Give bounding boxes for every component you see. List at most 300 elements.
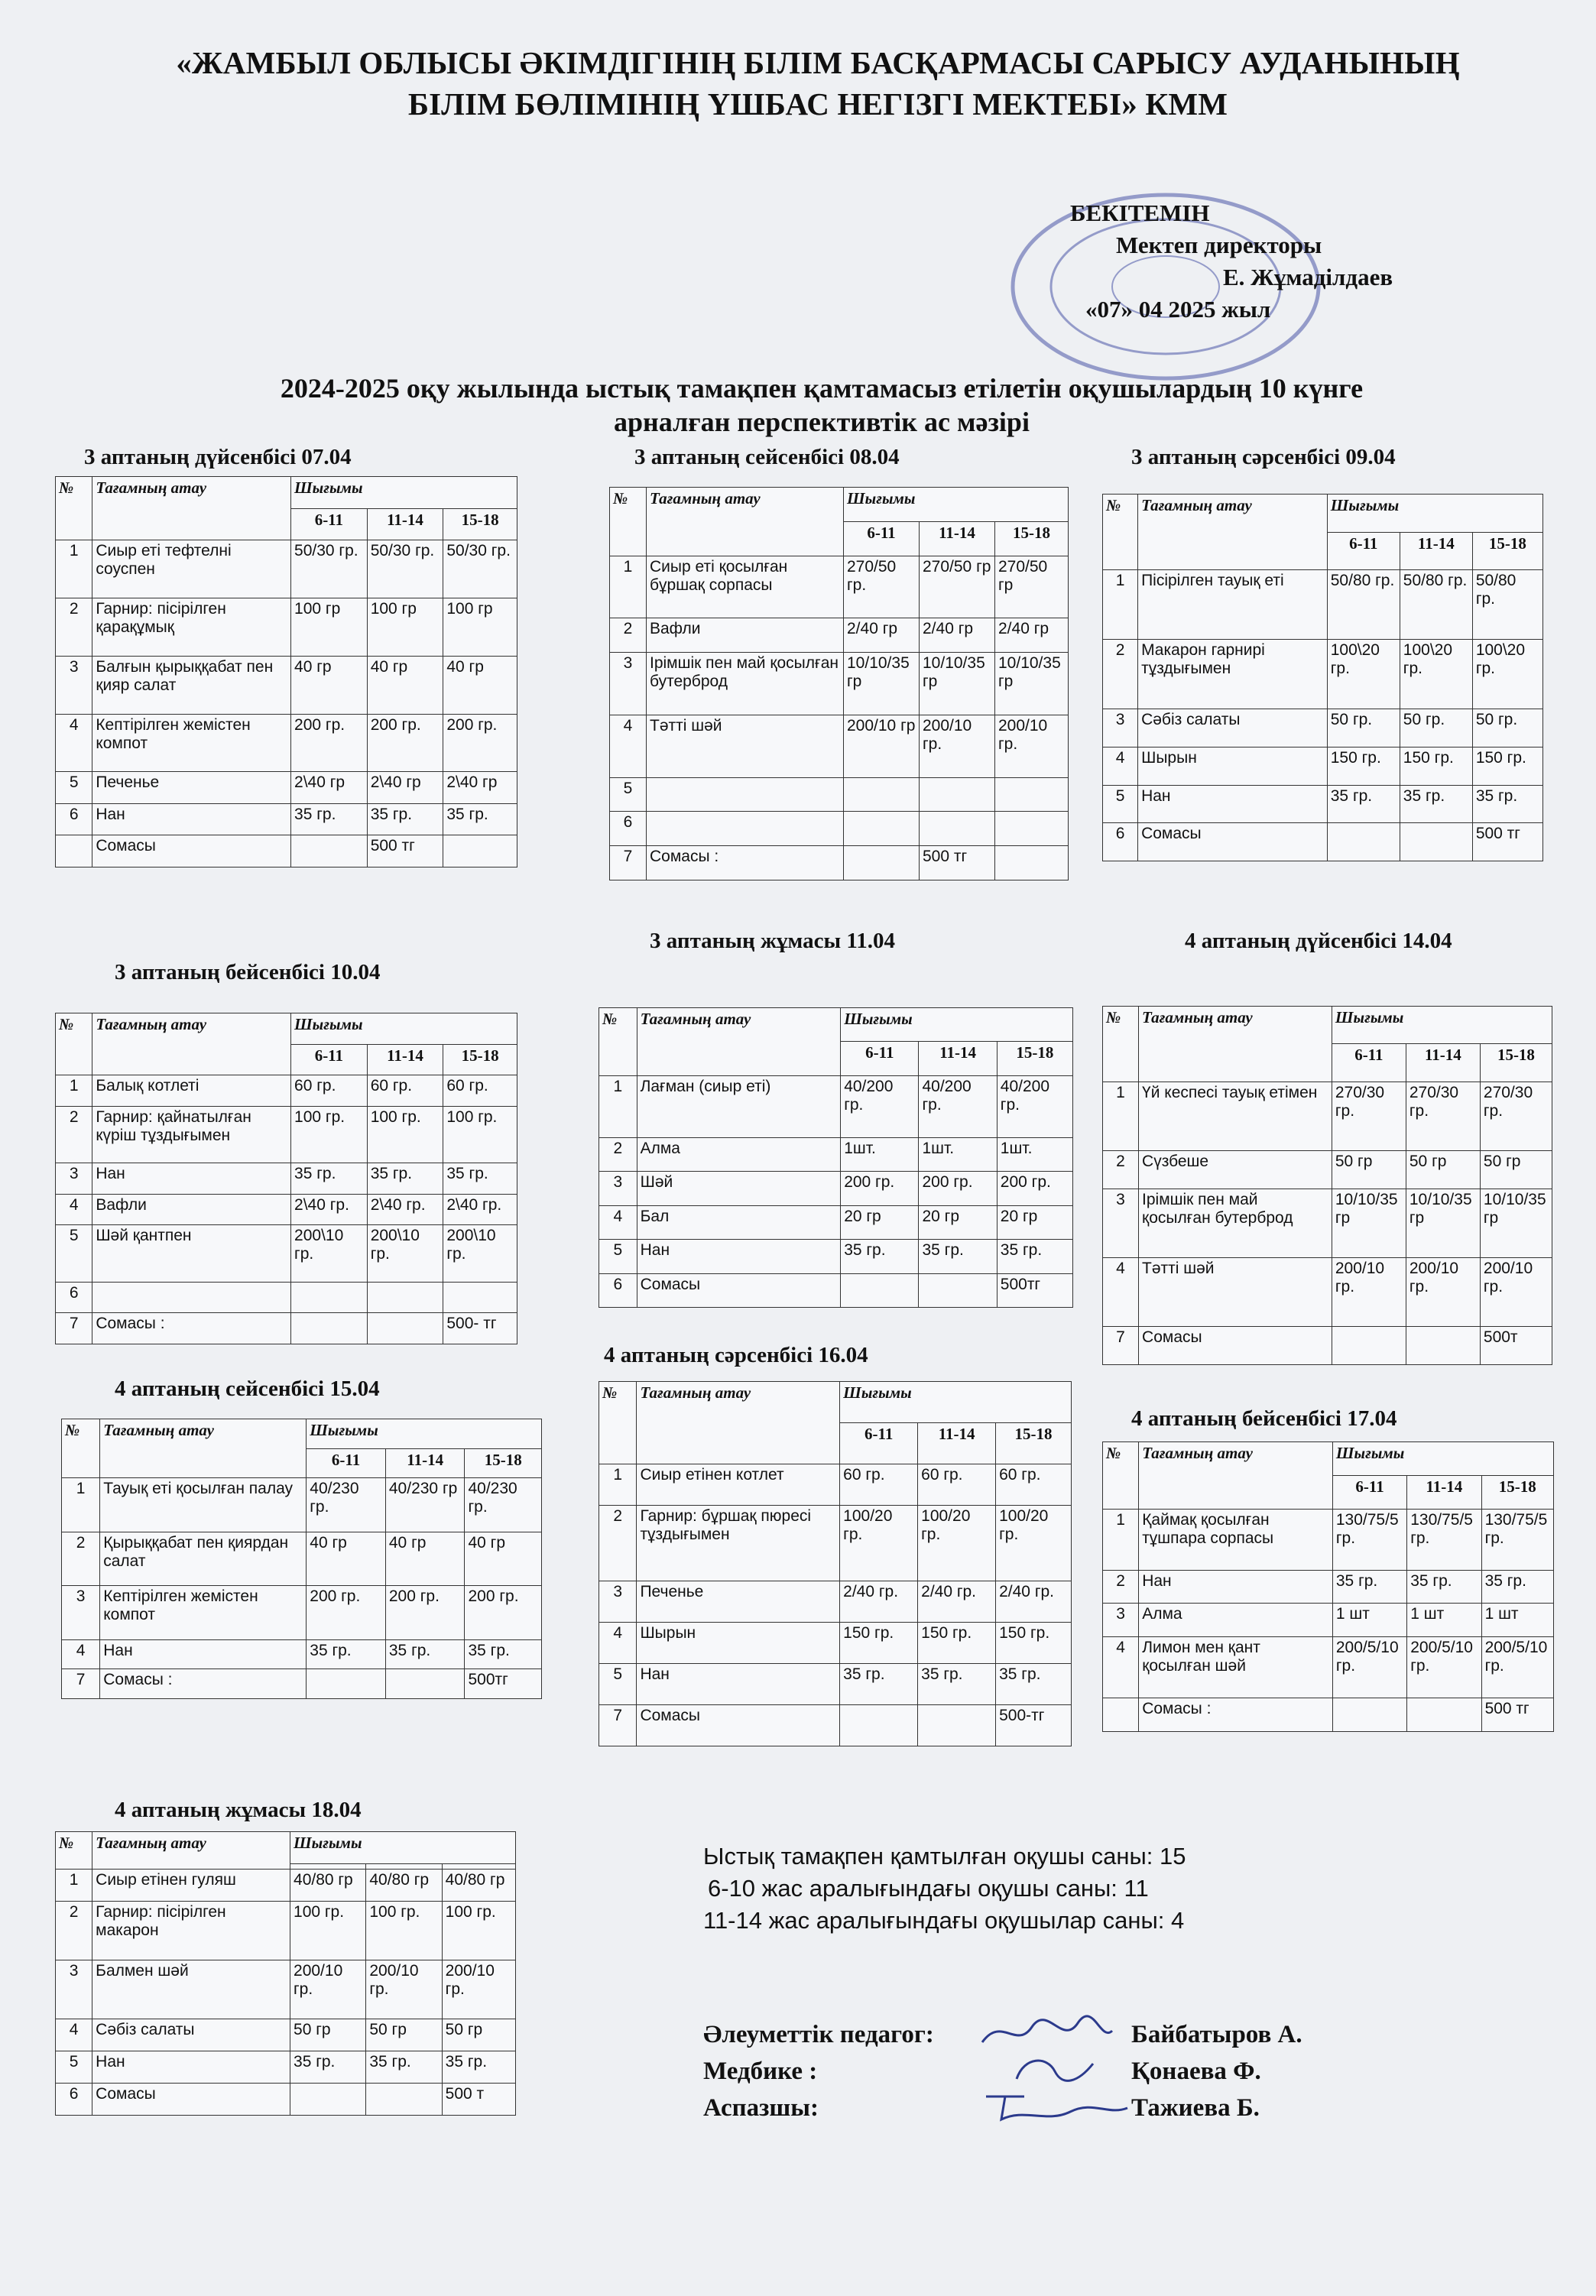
age-group-cell: 15-18 [995, 521, 1069, 556]
table-row [599, 1240, 1073, 1273]
table-cell: 35 гр. [918, 1663, 996, 1704]
table-cell: Сүзбеше [1139, 1151, 1332, 1189]
table-cell: 2\40 гр [291, 772, 368, 804]
menu-table [598, 1007, 1073, 1308]
header-row [56, 1832, 516, 1864]
table-row [56, 1075, 517, 1107]
table-cell: Сиыр еті қосылған бұршақ сорпасы [647, 556, 844, 618]
approval-block [1070, 197, 1559, 326]
table-cell: Гарнир: пісірілген қарақұмық [92, 598, 291, 656]
table-row [56, 1225, 517, 1282]
table-cell: 150 гр. [1472, 747, 1542, 785]
header-row [1103, 1442, 1554, 1476]
col-num-header: № [1103, 1442, 1139, 1510]
menu-title-line-2: арналған перспективтік ас мәзірі [614, 407, 1030, 437]
table-cell: 500т [1480, 1327, 1552, 1365]
table-cell: 1 шт [1332, 1604, 1406, 1637]
table-cell [291, 1313, 368, 1344]
table-row [1103, 1189, 1552, 1257]
table-cell: 100 гр [291, 598, 368, 656]
table-cell: 200 гр. [919, 1172, 997, 1205]
table-cell: 7 [62, 1669, 100, 1699]
age-group-cell: 6-11 [1332, 1044, 1406, 1082]
table-cell: 1 [610, 556, 647, 618]
table-cell: 40 гр [367, 656, 443, 714]
table-row [1103, 747, 1543, 785]
handwritten-signature [978, 2085, 1131, 2128]
age-group-cell: 15-18 [1481, 1475, 1553, 1509]
table-cell: 2/40 гр. [840, 1581, 918, 1622]
table-cell: 4 [56, 714, 92, 772]
table-cell [844, 812, 920, 846]
table-cell: 5 [610, 777, 647, 812]
students-age-6-10: 6-10 жас аралығындағы оқушы саны: 11 [708, 1875, 1149, 1902]
col-yield-header: Шығымы [291, 477, 517, 509]
table-cell: 200/5/10 гр. [1332, 1637, 1406, 1698]
table-cell: 2 [62, 1532, 100, 1586]
header-line-1: «ЖАМБЫЛ ОБЛЫСЫ ӘКІМДІГІНІҢ БІЛІМ БАСҚАРМАСЫ САРЫСУ АУДАНЫНЫҢ [176, 45, 1460, 80]
table-cell: 7 [610, 846, 647, 880]
students-age-11-14: 11-14 жас аралығындағы оқушылар саны: 4 [703, 1907, 1185, 1934]
menu-title-line-1: 2024-2025 оқу жылында ыстық тамақпен қамтамасыз етілетін оқушылардың 10 күнге [280, 373, 1364, 404]
day-title: 3 аптаның сәрсенбісі 09.04 [1131, 445, 1396, 469]
table-cell: Вафли [647, 618, 844, 653]
table-cell: 500 тг [1472, 823, 1542, 861]
table-row [56, 1960, 516, 2019]
table-cell: 270/30 гр. [1480, 1082, 1552, 1150]
table-cell: 35 гр. [366, 2051, 442, 2083]
header-row [1103, 495, 1543, 533]
col-num-header: № [56, 1832, 92, 1870]
table-cell: 200/5/10 гр. [1407, 1637, 1481, 1698]
table-cell: 20 гр [919, 1205, 997, 1239]
table-cell [1332, 1327, 1406, 1365]
table-cell: 130/75/5 гр. [1332, 1509, 1406, 1570]
age-group-cell [442, 1864, 515, 1870]
table-cell: 10/10/35 гр [995, 653, 1069, 715]
table-row [610, 653, 1069, 715]
col-name-header: Тағамның атау [647, 488, 844, 556]
col-yield-header: Шығымы [1332, 1007, 1552, 1044]
col-num-header: № [56, 477, 92, 540]
table-cell: 40/200 гр. [841, 1075, 919, 1137]
menu-table [1102, 1006, 1552, 1365]
table-cell: 200/5/10 гр. [1481, 1637, 1553, 1698]
table-cell: 200\10 гр. [291, 1225, 368, 1282]
age-group-cell: 15-18 [465, 1448, 541, 1478]
table-cell: 50 гр [1406, 1151, 1480, 1189]
table-cell: 35 гр. [1407, 1570, 1481, 1604]
table-cell: 35 гр. [465, 1639, 541, 1669]
day-title: 4 аптаның жұмасы 18.04 [115, 1798, 362, 1822]
table-cell: 4 [56, 2019, 92, 2051]
table-cell [366, 2083, 442, 2115]
table-cell: 200 гр. [385, 1586, 465, 1640]
table-cell: 100 гр. [367, 1106, 443, 1163]
age-group-cell: 6-11 [291, 1044, 368, 1075]
table-cell: 40/80 гр [366, 1870, 442, 1902]
table-cell: 4 [599, 1205, 637, 1239]
table-cell: 150 гр. [1327, 747, 1400, 785]
table-cell: Алма [1139, 1604, 1333, 1637]
col-name-header: Тағамның атау [100, 1419, 307, 1478]
table-cell: 270/30 гр. [1332, 1082, 1406, 1150]
table-cell: Тәтті шәй [1139, 1258, 1332, 1327]
table-cell: 2 [56, 1106, 92, 1163]
table-cell: Сиыр етінен котлет [637, 1464, 840, 1506]
menu-table [61, 1419, 542, 1699]
table-cell [918, 1704, 996, 1746]
table-cell: 2 [599, 1137, 637, 1171]
table-cell: 1шт. [841, 1137, 919, 1171]
table-row [56, 1870, 516, 1902]
table-cell: Сомасы : [92, 1313, 291, 1344]
table-row [610, 812, 1069, 846]
student-counts [703, 1840, 1186, 1937]
table-cell: 4 [56, 1194, 92, 1225]
table-cell: Сомасы [1139, 1327, 1332, 1365]
table-cell: 2/40 гр [920, 618, 995, 653]
table-cell: 500-тг [996, 1704, 1072, 1746]
table-cell: Лағман (сиыр еті) [637, 1075, 841, 1137]
age-group-cell: 6-11 [307, 1448, 386, 1478]
table-cell: 35 гр. [367, 1163, 443, 1195]
table-cell: 130/75/5 гр. [1481, 1509, 1553, 1570]
table-cell: Балық котлеті [92, 1075, 291, 1107]
day-title: 4 аптаның дүйсенбісі 14.04 [1185, 929, 1452, 953]
age-group-cell: 11-14 [1406, 1044, 1480, 1082]
table-cell: 3 [56, 656, 92, 714]
table-cell: 2/40 гр [844, 618, 920, 653]
age-group-cell: 15-18 [443, 1044, 517, 1075]
table-cell: 100 гр. [366, 1902, 442, 1960]
day-title: 3 аптаның жұмасы 11.04 [650, 929, 895, 953]
col-name-header: Тағамның атау [1139, 1442, 1333, 1510]
table-cell: 40/80 гр [290, 1870, 366, 1902]
table-row [1103, 1327, 1552, 1365]
menu-table [55, 1013, 517, 1344]
table-cell: 60 гр. [918, 1464, 996, 1506]
table-cell: 4 [610, 715, 647, 777]
table-cell: 50/80 гр. [1400, 570, 1472, 640]
signature-row [703, 2090, 1391, 2126]
table-row [56, 2019, 516, 2051]
table-cell: Нан [92, 2051, 290, 2083]
table-cell [995, 846, 1069, 880]
table-cell: 60 гр. [443, 1075, 517, 1107]
table-cell: 10/10/35 гр [844, 653, 920, 715]
header-row [1103, 1007, 1552, 1044]
signature-name: Қонаева Ф. [1131, 2058, 1261, 2085]
age-group-cell [290, 1864, 366, 1870]
table-cell: 20 гр [997, 1205, 1072, 1239]
table-cell: Нан [1139, 1570, 1333, 1604]
table-cell: Сәбіз салаты [92, 2019, 290, 2051]
age-group-cell: 11-14 [367, 508, 443, 540]
table-row [610, 777, 1069, 812]
table-cell: 2\40 гр [367, 772, 443, 804]
table-row [62, 1639, 542, 1669]
header-row [599, 1008, 1073, 1042]
table-cell: 40/230 гр. [307, 1478, 386, 1532]
table-cell: 200 гр. [465, 1586, 541, 1640]
table-cell: 7 [1103, 1327, 1139, 1365]
table-cell: 2\40 гр [443, 772, 517, 804]
table-cell: 100 гр. [443, 1106, 517, 1163]
approval-date: «07» 04 2025 жыл [1085, 296, 1271, 323]
table-cell: 200 гр. [443, 714, 517, 772]
table-cell: 50 гр [290, 2019, 366, 2051]
col-num-header: № [610, 488, 647, 556]
table-cell: 5 [56, 2051, 92, 2083]
table-cell: 10/10/35 гр [1480, 1189, 1552, 1257]
table-cell: 150 гр. [996, 1622, 1072, 1663]
col-yield-header: Шығымы [290, 1832, 516, 1864]
day-title: 3 аптаның дүйсенбісі 07.04 [84, 445, 352, 469]
table-cell: 35 гр. [291, 1163, 368, 1195]
table-row [56, 540, 517, 598]
col-name-header: Тағамның атау [637, 1382, 840, 1464]
table-cell [290, 2083, 366, 2115]
table-cell: 500 т [442, 2083, 515, 2115]
table-cell: 7 [599, 1704, 637, 1746]
table-cell: 200 гр. [367, 714, 443, 772]
age-group-cell: 6-11 [841, 1042, 919, 1075]
table-cell: 40 гр [291, 656, 368, 714]
menu-table [55, 476, 517, 867]
table-cell: 500 тг [920, 846, 995, 880]
signature-row [703, 2016, 1391, 2053]
table-cell: 150 гр. [1400, 747, 1472, 785]
table-cell: Нан [92, 803, 291, 835]
table-cell: 500тг [465, 1669, 541, 1699]
table-cell: 40 гр [385, 1532, 465, 1586]
table-cell: 6 [56, 2083, 92, 2115]
table-cell: 4 [599, 1622, 637, 1663]
table-cell: 200/10 гр. [1332, 1258, 1406, 1327]
table-cell: 100/20 гр. [996, 1506, 1072, 1581]
table-cell: 50 гр [1332, 1151, 1406, 1189]
table-row [56, 2051, 516, 2083]
table-cell: 5 [1103, 785, 1138, 823]
table-cell: 100 гр. [290, 1902, 366, 1960]
table-cell [92, 1282, 291, 1313]
age-group-cell: 6-11 [844, 521, 920, 556]
table-cell: 200/10 гр. [1406, 1258, 1480, 1327]
table-cell: Нан [637, 1663, 840, 1704]
col-num-header: № [1103, 1007, 1139, 1082]
table-cell [1332, 1698, 1406, 1732]
table-cell: 1шт. [997, 1137, 1072, 1171]
table-cell: 100 гр [443, 598, 517, 656]
table-row [599, 1137, 1073, 1171]
table-cell [291, 835, 368, 867]
table-row [610, 618, 1069, 653]
age-group-cell: 6-11 [1332, 1475, 1406, 1509]
table-cell: 20 гр [841, 1205, 919, 1239]
table-cell: 200/10 гр. [920, 715, 995, 777]
table-cell: 5 [599, 1240, 637, 1273]
table-cell: 5 [56, 772, 92, 804]
age-group-cell: 11-14 [920, 521, 995, 556]
table-row [56, 835, 517, 867]
table-cell: 5 [56, 1225, 92, 1282]
table-cell: 150 гр. [840, 1622, 918, 1663]
table-row [1103, 1698, 1554, 1732]
table-cell: Сомасы [637, 1273, 841, 1307]
col-name-header: Тағамның атау [637, 1008, 841, 1076]
day-title: 4 аптаның сәрсенбісі 16.04 [604, 1343, 868, 1367]
table-cell: 40 гр [307, 1532, 386, 1586]
table-row [1103, 1604, 1554, 1637]
day-title: 3 аптаның сейсенбісі 08.04 [634, 445, 900, 469]
table-row [599, 1704, 1072, 1746]
col-name-header: Тағамның атау [1139, 1007, 1332, 1082]
header-line-2: БІЛІМ БӨЛІМІНІҢ ҮШБАС НЕГІЗГІ МЕКТЕБІ» КММ [407, 86, 1228, 122]
table-cell [920, 777, 995, 812]
table-row [599, 1464, 1072, 1506]
table-cell [919, 1273, 997, 1307]
table-cell: 130/75/5 гр. [1407, 1509, 1481, 1570]
table-cell: 2 [56, 598, 92, 656]
table-cell: Шырын [1138, 747, 1328, 785]
table-row [1103, 1258, 1552, 1327]
table-cell: 35 гр. [919, 1240, 997, 1273]
table-cell: 4 [1103, 747, 1138, 785]
table-cell: Балғын қырыққабат пен қияр салат [92, 656, 291, 714]
table-cell: 3 [1103, 709, 1138, 747]
table-row [56, 803, 517, 835]
table-cell [841, 1273, 919, 1307]
table-cell [443, 1282, 517, 1313]
table-cell [647, 777, 844, 812]
menu-table [1102, 1441, 1554, 1732]
table-cell: Лимон мен қант қосылған шәй [1139, 1637, 1333, 1698]
table-cell: 2 [1103, 1151, 1139, 1189]
table-cell: Вафли [92, 1194, 291, 1225]
table-cell: Қырыққабат пен қиярдан салат [100, 1532, 307, 1586]
col-num-header: № [1103, 495, 1138, 570]
table-cell: 3 [1103, 1604, 1139, 1637]
table-cell: 35 гр. [1332, 1570, 1406, 1604]
table-row [599, 1273, 1073, 1307]
table-cell: 50 гр [1480, 1151, 1552, 1189]
table-cell [647, 812, 844, 846]
table-cell: 6 [56, 803, 92, 835]
age-group-cell: 6-11 [1327, 532, 1400, 570]
table-cell [995, 812, 1069, 846]
table-cell [844, 846, 920, 880]
col-name-header: Тағамның атау [92, 1013, 291, 1075]
col-yield-header: Шығымы [840, 1382, 1072, 1423]
table-cell: 500- тг [443, 1313, 517, 1344]
table-row [599, 1205, 1073, 1239]
table-cell: 35 гр. [443, 1163, 517, 1195]
col-num-header: № [56, 1013, 92, 1075]
table-cell: 3 [62, 1586, 100, 1640]
table-cell: Нан [100, 1639, 307, 1669]
table-cell: Шырын [637, 1622, 840, 1663]
table-cell: 100 гр. [442, 1902, 515, 1960]
table-cell: 200/10 гр. [366, 1960, 442, 2019]
table-cell: 200 гр. [291, 714, 368, 772]
table-cell: 2\40 гр. [367, 1194, 443, 1225]
table-cell: 200 гр. [841, 1172, 919, 1205]
col-yield-header: Шығымы [291, 1013, 517, 1045]
table-cell [307, 1669, 386, 1699]
table-cell: 50 гр [366, 2019, 442, 2051]
table-row [56, 2083, 516, 2115]
table-row [610, 846, 1069, 880]
table-row [1103, 785, 1543, 823]
table-cell: 1 [56, 1870, 92, 1902]
table-cell [291, 1282, 368, 1313]
table-cell: 3 [599, 1581, 637, 1622]
menu-table [598, 1381, 1072, 1746]
table-row [1103, 1570, 1554, 1604]
table-cell: 50/80 гр. [1327, 570, 1400, 640]
table-cell: 50/30 гр. [443, 540, 517, 598]
table-cell [385, 1669, 465, 1699]
table-row [56, 772, 517, 804]
header-row [56, 1013, 517, 1045]
table-row [599, 1663, 1072, 1704]
table-row [1103, 1151, 1552, 1189]
age-group-cell: 15-18 [443, 508, 517, 540]
table-cell: Сомасы : [647, 846, 844, 880]
table-cell: Нан [92, 1163, 291, 1195]
approval-position: Мектеп директоры [1116, 232, 1322, 258]
table-cell: 2 [599, 1506, 637, 1581]
table-row [56, 598, 517, 656]
table-cell: 2 [1103, 640, 1138, 709]
table-cell [844, 777, 920, 812]
age-group-cell: 15-18 [1480, 1044, 1552, 1082]
age-group-cell: 11-14 [1407, 1475, 1481, 1509]
table-cell: 40/200 гр. [919, 1075, 997, 1137]
age-group-cell: 6-11 [840, 1423, 918, 1464]
table-cell: 270/50 гр [995, 556, 1069, 618]
table-cell: 100\20 гр. [1400, 640, 1472, 709]
table-row [56, 1902, 516, 1960]
table-cell [1407, 1698, 1481, 1732]
table-row [56, 714, 517, 772]
table-cell: 35 гр. [840, 1663, 918, 1704]
table-cell: 6 [599, 1273, 637, 1307]
age-group-cell [366, 1864, 442, 1870]
table-cell: 50 гр. [1472, 709, 1542, 747]
table-row [56, 1282, 517, 1313]
table-cell: Шәй қантпен [92, 1225, 291, 1282]
table-cell: 2\40 гр. [291, 1194, 368, 1225]
table-cell: 500тг [997, 1273, 1072, 1307]
table-cell: 35 гр. [307, 1639, 386, 1669]
students-total: Ыстық тамақпен қамтылған оқушы саны: 15 [703, 1843, 1186, 1870]
table-cell [56, 835, 92, 867]
table-cell [1327, 823, 1400, 861]
table-cell [1406, 1327, 1480, 1365]
signature-name: Тажиева Б. [1131, 2094, 1260, 2122]
table-cell [995, 777, 1069, 812]
table-row [599, 1506, 1072, 1581]
table-cell: 150 гр. [918, 1622, 996, 1663]
table-cell: Қаймақ қосылған тұшпара сорпасы [1139, 1509, 1333, 1570]
table-cell: Сомасы [92, 2083, 290, 2115]
age-group-cell: 15-18 [1472, 532, 1542, 570]
table-cell: Сомасы [92, 835, 291, 867]
table-cell: Балмен шәй [92, 1960, 290, 2019]
table-row [62, 1478, 542, 1532]
